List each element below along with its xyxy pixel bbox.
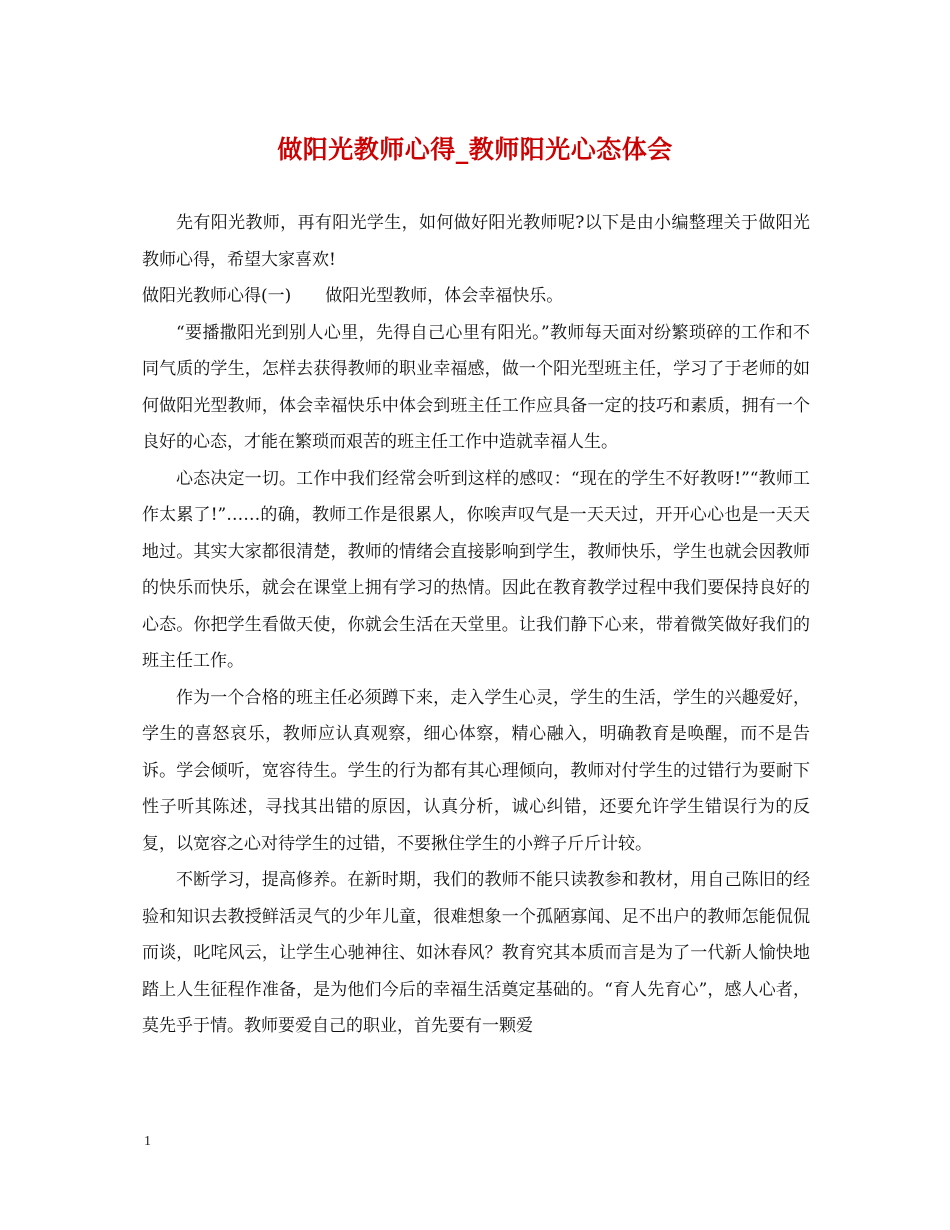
paragraph-4: 不断学习，提高修养。在新时期，我们的教师不能只读教参和教材，用自己陈旧的经验和知识去教授鲜活灵气的少年儿童，很难想象一个孤陋寡闻、足不出户的教师怎能侃侃而谈，叱咤风云，让学生心驰神往、如沐春风？教育究其本质而言是为了一代新人愉快地踏上人生征程作准备，是为他们今后的幸福生活奠定基础的。“育人先育心”，感人心者，莫先乎于情。教师要爱自己的职业，首先要有一颗爱 [142,870,810,1036]
paragraph-2: 心态决定一切。工作中我们经常会听到这样的感叹：“现在的学生不好教呀!”“教师工作太累了!”……的确，教师工作是很累人，你唉声叹气是一天天过，开开心心也是一天天地过。其实大家都很清楚，教师的情绪会直接影响到学生，教师快乐，学生也就会因教师的快乐而快乐，就会在课堂上拥有学习的热情。因此在教育教学过程中我们要保持良好的心态。你把学生看做天使，你就会生活在天堂里。让我们静下心来，带着微笑做好我们的班主任工作。 [142,468,810,671]
paragraph-3: 作为一个合格的班主任必须蹲下来，走入学生心灵，学生的生活，学生的兴趣爱好，学生的喜怒哀乐，教师应认真观察，细心体察，精心融入，明确教育是唤醒，而不是告诉。学会倾听，宽容待生。学生的行为都有其心理倾向，教师对付学生的过错行为要耐下性子听其陈述，寻找其出错的原因，认真分析，诚心纠错，还要允许学生错误行为的反复，以宽容之心对待学生的过错，不要揪住学生的小辫子斤斤计较。 [142,687,810,854]
document-body [142,205,810,1045]
page-number: 1 [144,1134,151,1149]
section-heading: 做阳光教师心得(一) 做阳光型教师，体会幸福快乐。 [142,286,564,306]
paragraph-1: “要播撒阳光到别人心里，先得自己心里有阳光。”教师每天面对纷繁琐碎的工作和不同气质的学生，怎样去获得教师的职业幸福感，做一个阳光型班主任，学习了于老师的如何做阳光型教师，体会幸福快乐中体会到班主任工作应具备一定的技巧和素质，拥有一个良好的心态，才能在繁琐而艰苦的班主任工作中造就幸福人生。 [142,322,810,452]
paragraph-intro: 先有阳光教师，再有阳光学生，如何做好阳光教师呢?以下是由小编整理关于做阳光教师心得，希望大家喜欢! [142,213,810,270]
document-title: 做阳光教师心得_教师阳光心态体会 [277,135,673,164]
